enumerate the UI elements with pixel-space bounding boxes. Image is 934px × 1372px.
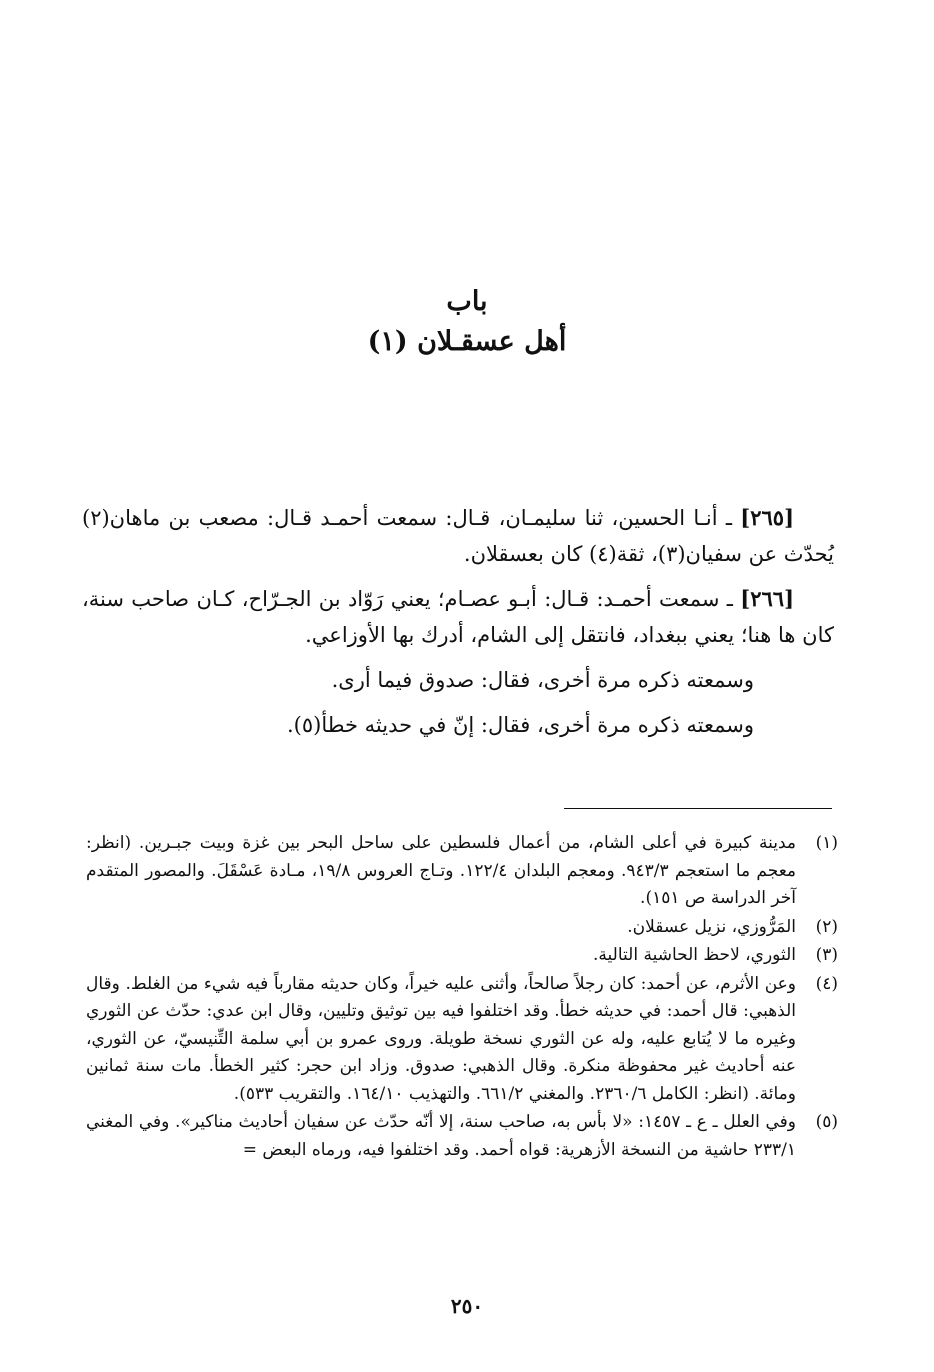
footnotes <box>86 830 838 1165</box>
footnote-text: وعن الأثرم، عن أحمد: كان رجلاً صالحاً، وأثنى عليه خيراً، وكان حديثه مقارباً فيه شيء من الغلط. وقال الذهبي: قال أحمد: في حديثه خطأ. وقد اختلفوا فيه بين توثيق وتليين، وقال ابن عدي: حدّث عن الثوري وغيره ما لا يُتابع عليه، وله عن الثوري نسخة طويلة. وروى عمرو بن أبي سلمة التِّنيسيّ، عن الثوري، عنه أحاديث غير محفوظة منكرة. وقال الذهبي: صدوق. وزاد ابن حجر: كثير الخطأ. مات سنة ثمانين ومائة. (انظر: الكامل ٢٣٦٠/٦. والمغني ٦٦١/٢. والتهذيب ١٦٤/١٠. والتقريب ٥٣٣). <box>86 973 796 1104</box>
heading-line-1: باب <box>446 286 488 317</box>
quote-line-2: وسمعته ذكره مرة أخرى، فقال: إنّ في حديثه خطأ(٥). <box>287 713 754 737</box>
footnote-text: وفي العلل ـ ع ـ ١٤٥٧: «لا بأس به، صاحب سنة، إلا أنّه حدّث عن سفيان أحاديث مناكير». وفي المغني ٢٣٣/١ حاشية من النسخة الأزهرية: قواه أحمد. وقد اختلفوا فيه، ورماه البعض = <box>86 1112 796 1160</box>
main-text <box>82 500 834 752</box>
page-number: ٢٥٠ <box>450 1294 484 1318</box>
footnote-number: (٢) <box>815 916 838 937</box>
footnote-number: (٤) <box>815 973 838 994</box>
footnote-separator <box>564 808 832 809</box>
quote-line-1: وسمعته ذكره مرة أخرى، فقال: صدوق فيما أرى. <box>331 668 754 692</box>
paragraph-number: [٢٦٥] <box>740 505 794 530</box>
paragraph-266 <box>82 581 834 653</box>
footnote-text: الثوري، لاحظ الحاشية التالية. <box>593 945 796 965</box>
paragraph-265 <box>82 500 834 572</box>
footnote-number: (٣) <box>815 945 838 965</box>
footnote-1 <box>86 830 838 913</box>
footnote-text: المَرُّوزي، نزيل عسقلان. <box>627 916 796 937</box>
heading-line-2: أهل عسقـلان (١) <box>367 326 567 357</box>
footnote-text: مدينة كبيرة في أعلى الشام، من أعمال فلسطين على ساحل البحر بين غزة وبيت جبـرين. (انظر: معجم ما استعجم ٩٤٣/٣. ومعجم البلدان ١٢٢/٤. وتـاج العروس ١٩/٨، مـادة عَسْقَلَ. والمصور المتقدم آخر الدراسة ص ١٥١). <box>86 833 796 908</box>
footnote-5 <box>86 1109 838 1164</box>
paragraph-text: ـ أنـا الحسين، ثنا سليمـان، قـال: سمعت أحمـد قـال: مصعب بن ماهان(٢) يُحدّث عن سفيان(٣)، ثقة(٤) كان بعسقلان. <box>82 506 834 566</box>
footnote-4 <box>86 971 838 1109</box>
chapter-heading <box>0 282 934 362</box>
footnote-2 <box>86 914 838 942</box>
paragraph-number: [٢٦٦] <box>740 586 794 611</box>
footnote-number: (١) <box>815 833 838 853</box>
footnote-number: (٥) <box>815 1112 838 1132</box>
paragraph-text: ـ سمعت أحمـد: قـال: أبـو عصـام؛ يعني رَوّاد بن الجـرّاح، كـان صاحب سنة، كان ها هنا؛ يعني ببغداد، فانتقل إلى الشام، أدرك بها الأوزاعي. <box>82 587 834 647</box>
footnote-3 <box>86 942 838 970</box>
